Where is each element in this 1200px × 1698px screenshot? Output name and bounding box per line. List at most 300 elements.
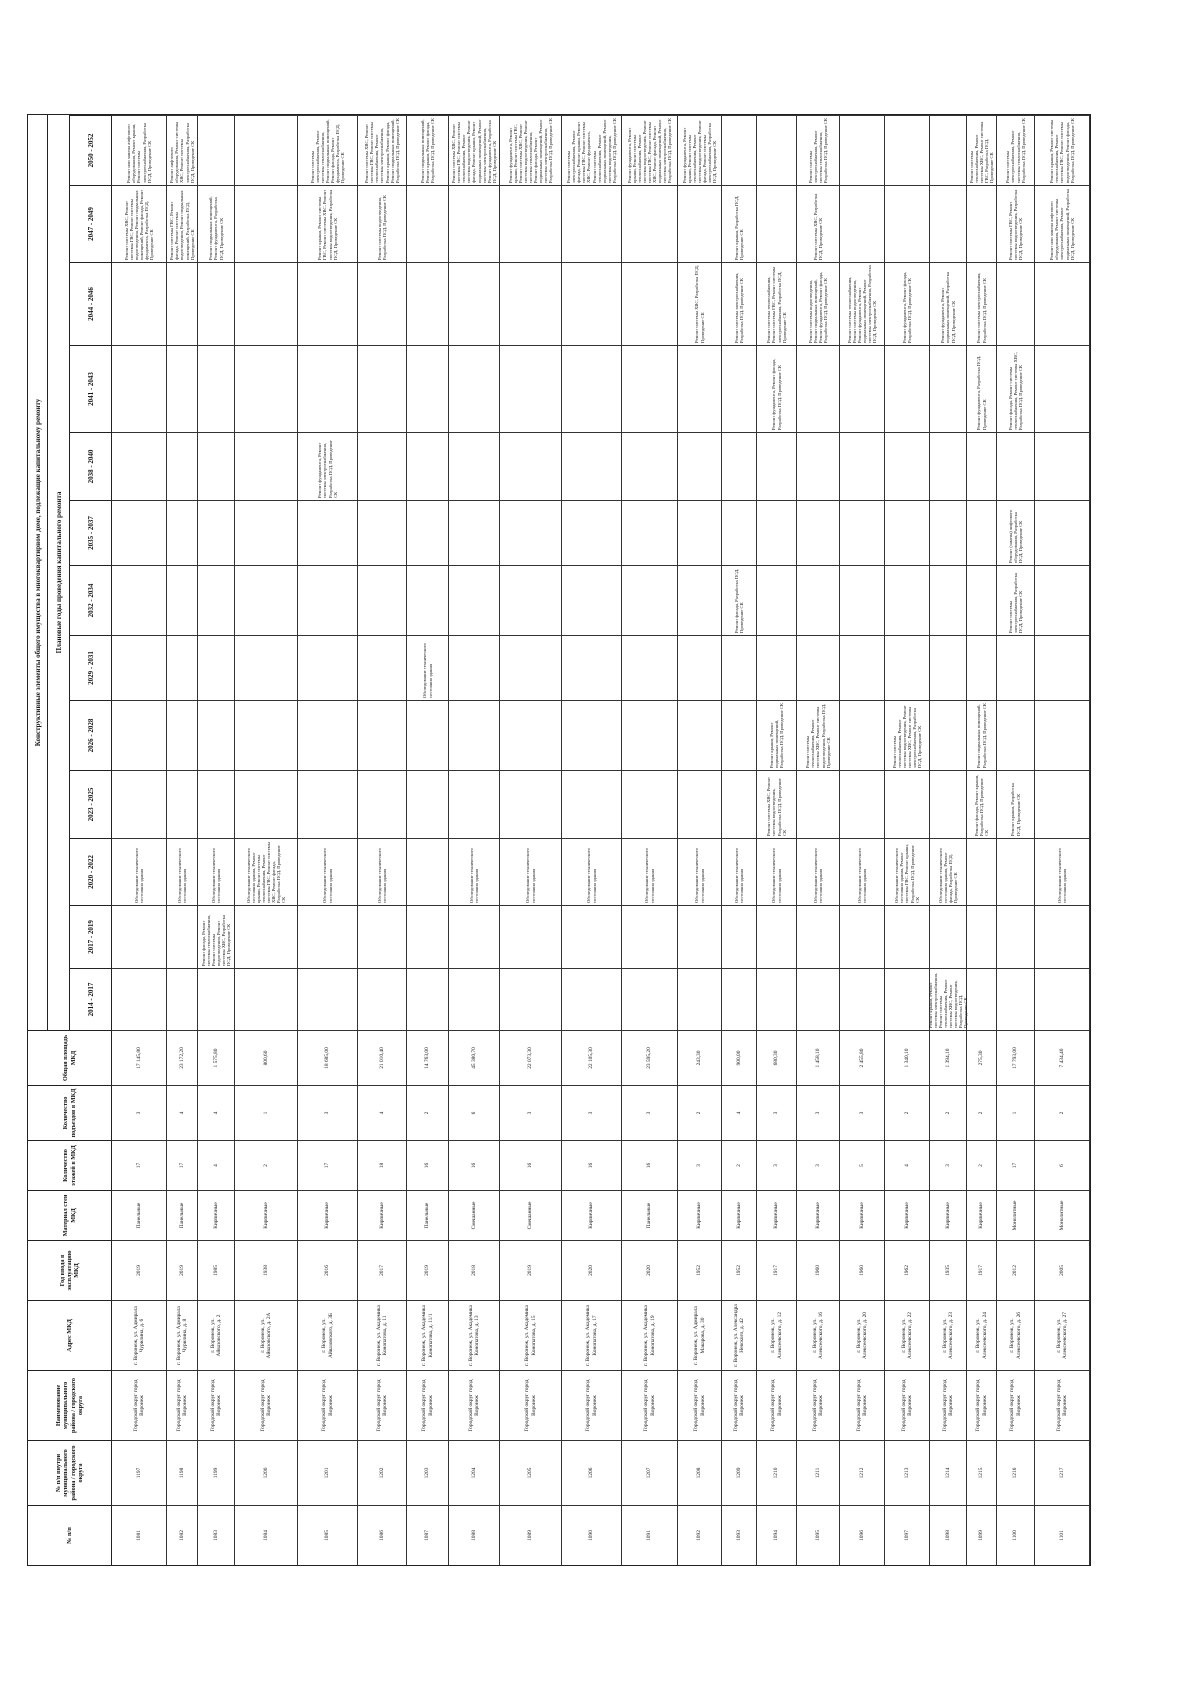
cell-num: 1092: [678, 1505, 722, 1565]
cell-works: [198, 770, 235, 838]
cell-works: [622, 262, 678, 345]
cell-works: [198, 115, 235, 185]
cell-works: [967, 432, 997, 500]
table-header: [28, 115, 112, 1565]
cell-works: Ремонт подвальных помещений, Ремонт фундамента, Разработка ПСД, Проведение СК: [198, 185, 235, 262]
cell-num: 1093: [722, 1505, 757, 1565]
cell-works: [840, 905, 885, 968]
cell-works: [885, 635, 930, 700]
cell-area: 7 434,40: [1035, 1030, 1090, 1085]
cell-material: Кирпичные: [198, 1190, 235, 1240]
cell-works: [622, 905, 678, 968]
header-entrances: Количество подъездов в МКД: [28, 1085, 112, 1140]
cell-works: [500, 770, 562, 838]
cell-floors: 6: [1035, 1140, 1090, 1190]
cell-works: [562, 500, 622, 565]
cell-works: Ремонт крыши, Ремонт системы электроснабжения, Ремонт системы теплоснабжения, Ремонт системы ХВС, Ремонт системы водоотведения, Разработка ПСД, Проведение СК: [930, 968, 967, 1030]
cell-works: Обследование технического состояния здания: [112, 838, 167, 905]
cell-works: Ремонт системы теплоснабжения, Ремонт системы водоотведения, Ремонт фундамента, Ремонт подвальных помещений, Ремонт системы электроснабжения, Разработка ПСД, Проведение СК: [840, 262, 885, 345]
cell-works: [967, 968, 997, 1030]
cell-works: [235, 905, 298, 968]
cell-num-inner: 1211: [797, 1440, 840, 1505]
cell-works: [967, 635, 997, 700]
cell-floors: 16: [407, 1140, 449, 1190]
cell-works: [198, 968, 235, 1030]
cell-works: [298, 968, 358, 1030]
cell-works: [562, 345, 622, 432]
cell-area: 22 073,30: [500, 1030, 562, 1085]
cell-works: [112, 262, 167, 345]
cell-material: Кирпичные: [678, 1190, 722, 1240]
cell-works: [167, 432, 198, 500]
cell-works: Обследование технического состояния здания: [1035, 838, 1090, 905]
cell-works: [885, 345, 930, 432]
cell-works: Ремонт лифтового оборудования, Ремонт системы ХВС, Ремонт системы электроснабжения, Разработка ПСД, Проведение СК: [167, 115, 198, 185]
cell-works: [500, 500, 562, 565]
cell-municipality: Городской округ город Воронеж: [997, 1370, 1035, 1440]
cell-works: [930, 432, 967, 500]
cell-works: [840, 500, 885, 565]
cell-floors: 16: [500, 1140, 562, 1190]
cell-year: 2019: [167, 1240, 198, 1300]
cell-area: 18 685,00: [298, 1030, 358, 1085]
cell-num-inner: 1213: [885, 1440, 930, 1505]
cell-area: 17 793,00: [997, 1030, 1035, 1085]
cell-works: [930, 345, 967, 432]
cell-municipality: Городской округ город Воронеж: [562, 1370, 622, 1440]
cell-num: 1101: [1035, 1505, 1090, 1565]
cell-num: 1095: [797, 1505, 840, 1565]
cell-works: Ремонт системы электроснабжения, Ремонт фасада, Ремонт крыши, Ремонт системы ГВС, Ремонт системы ХВС, Ремонт фундамента, Ремонт системы теплоснабжения, Ремонт подвальных помещений, Ремонт системы водоотведения, Разработка ПСД, Проведение СК: [562, 115, 622, 185]
cell-works: [407, 905, 449, 968]
cell-year: 1962: [885, 1240, 930, 1300]
table-row: [167, 115, 198, 1565]
cell-works: [500, 262, 562, 345]
cell-area: 2 455,80: [840, 1030, 885, 1085]
cell-works: Ремонт системы ХВС, Ремонт системы ГВС, Ремонт системы водоотведения, Ремонт подвальных помещений, Ремонт фасада, Ремонт фундамента, Разработка ПСД, Проведение СК: [112, 185, 167, 262]
cell-address: г. Воронеж, ул. Адмирала Чурилина, д. 6: [112, 1300, 167, 1370]
cell-works: [722, 115, 757, 185]
cell-works: Обследование технического состояния здания, Ремонт крыши, Ремонт системы теплоснабжения, Ремонт системы ГВС, Ремонт системы ХВС, Ремонт фасада, Разработка ПСД, Проведение СК: [235, 838, 298, 905]
cell-municipality: Городской округ город Воронеж: [449, 1370, 500, 1440]
cell-works: [358, 500, 407, 565]
cell-works: Обследование технического состояния здания: [407, 635, 449, 700]
cell-entrances: 3: [622, 1085, 678, 1140]
cell-works: [449, 565, 500, 635]
cell-works: [885, 185, 930, 262]
header-period: 2029 - 2031: [70, 635, 112, 700]
cell-area: 680,30: [757, 1030, 797, 1085]
cell-works: Ремонт фундамента, Ремонт подвальных помещений, Разработка ПСД, Проведение СК: [930, 262, 967, 345]
cell-works: [449, 345, 500, 432]
cell-works: Ремонт фундамента, Ремонт крыши, Ремонт системы ГВС, Ремонт системы ХВС, Ремонт системы водоотведения, Ремонт системы теплоснабжения, Ремонт фасада, Ремонт подвальных помещений, Ремонт системы электроснабжения, Разработка ПСД, Проведение СК: [500, 115, 562, 185]
cell-works: [358, 432, 407, 500]
cell-works: [678, 185, 722, 262]
cell-year: 1960: [840, 1240, 885, 1300]
cell-year: 1917: [757, 1240, 797, 1300]
cell-address: г. Воронеж, ул. Алексеевского, д. 20: [840, 1300, 885, 1370]
cell-works: [358, 968, 407, 1030]
header-period: 2026 - 2028: [70, 700, 112, 770]
cell-year: 1952: [722, 1240, 757, 1300]
cell-address: г. Воронеж, ул. Академика Конопатова, д. 15: [500, 1300, 562, 1370]
cell-entrances: 2: [930, 1085, 967, 1140]
cell-works: [840, 565, 885, 635]
cell-works: [235, 635, 298, 700]
cell-material: Кирпичные: [757, 1190, 797, 1240]
cell-entrances: 2: [967, 1085, 997, 1140]
cell-year: 1938: [235, 1240, 298, 1300]
cell-works: [678, 635, 722, 700]
cell-year: 2020: [562, 1240, 622, 1300]
cell-works: [407, 770, 449, 838]
cell-works: [562, 770, 622, 838]
cell-works: [997, 262, 1035, 345]
cell-works: [167, 565, 198, 635]
cell-works: [967, 500, 997, 565]
cell-works: [500, 432, 562, 500]
cell-works: [167, 770, 198, 838]
cell-municipality: Городской округ город Воронеж: [500, 1370, 562, 1440]
cell-works: [298, 700, 358, 770]
cell-works: [407, 838, 449, 905]
table-row: [622, 115, 678, 1565]
cell-works: Ремонт (замена) лифтового оборудования, Разработка ПСД, Проведение СК: [997, 500, 1035, 565]
cell-entrances: 3: [562, 1085, 622, 1140]
cell-floors: 16: [622, 1140, 678, 1190]
cell-works: Обследование технического состояния здания: [722, 838, 757, 905]
cell-works: [407, 500, 449, 565]
table-row: [562, 115, 622, 1565]
cell-works: [358, 905, 407, 968]
cell-year: 2012: [997, 1240, 1035, 1300]
cell-works: [967, 565, 997, 635]
cell-works: [1035, 700, 1090, 770]
cell-address: г. Воронеж, ул. Алексеевского, д. 23: [930, 1300, 967, 1370]
cell-num-inner: 1212: [840, 1440, 885, 1505]
cell-entrances: 3: [840, 1085, 885, 1140]
cell-num-inner: 1201: [298, 1440, 358, 1505]
cell-works: [112, 905, 167, 968]
cell-works: [678, 968, 722, 1030]
cell-address: г. Воронеж, ул. Академика Конопатова, д. 11/1: [407, 1300, 449, 1370]
cell-works: [1035, 432, 1090, 500]
cell-address: г. Воронеж, ул. Алексеевского, д. 24: [967, 1300, 997, 1370]
cell-works: [449, 635, 500, 700]
cell-works: Ремонт крыши, Разработка ПСД, Проведение СК: [997, 770, 1035, 838]
cell-address: г. Воронеж, ул. Академика Конопатова, д. 19: [622, 1300, 678, 1370]
cell-works: [112, 635, 167, 700]
table-row: [722, 115, 757, 1565]
cell-works: [449, 432, 500, 500]
cell-works: [678, 565, 722, 635]
cell-works: [967, 838, 997, 905]
cell-works: [622, 185, 678, 262]
cell-year: 2020: [622, 1240, 678, 1300]
cell-municipality: Городской округ город Воронеж: [167, 1370, 198, 1440]
cell-works: [235, 185, 298, 262]
cell-year: 1917: [967, 1240, 997, 1300]
cell-works: Ремонт фасада, Ремонт системы теплоснабжения, Ремонт системы водоотведения, Ремонт системы ХВС, Разработка ПСД, Проведение СК: [198, 905, 235, 968]
cell-works: Обследование технического состояния здания: [198, 838, 235, 905]
cell-works: [235, 262, 298, 345]
cell-works: [167, 905, 198, 968]
cell-address: г. Воронеж, ул. Алексеевского, д. 27: [1035, 1300, 1090, 1370]
cell-num-inner: 1202: [358, 1440, 407, 1505]
cell-address: г. Воронеж, ул. Адмирала Чурилина, д. 8: [167, 1300, 198, 1370]
cell-works: [997, 968, 1035, 1030]
cell-num: 1084: [235, 1505, 298, 1565]
cell-area: 14 763,00: [407, 1030, 449, 1085]
cell-works: [997, 838, 1035, 905]
cell-works: Ремонт или замена лифтового оборудования, Ремонт системы электроснабжения, Ремонт подвальных помещений, Разработка ПСД, Проведение СК: [1035, 185, 1090, 262]
cell-works: [235, 700, 298, 770]
cell-works: [797, 565, 840, 635]
cell-floors: 4: [885, 1140, 930, 1190]
cell-works: [235, 968, 298, 1030]
cell-works: [797, 968, 840, 1030]
cell-works: Обследование технического состояния здания, Ремонт системы ГВС, Ремонт крыши, Разработка ПСД, Проведение СК: [885, 838, 930, 905]
cell-floors: 2: [235, 1140, 298, 1190]
cell-works: [112, 770, 167, 838]
cell-year: 1952: [678, 1240, 722, 1300]
capital-repair-table: [28, 115, 1090, 1565]
cell-material: Кирпичные: [930, 1190, 967, 1240]
cell-works: [885, 432, 930, 500]
cell-works: Ремонт фундамента, Ремонт фасада, Разработка ПСД, Проведение СК: [757, 345, 797, 432]
header-period: 2044 - 2046: [70, 262, 112, 345]
cell-works: [840, 432, 885, 500]
cell-floors: 3: [678, 1140, 722, 1190]
cell-works: [198, 565, 235, 635]
header-num: № п/п: [28, 1505, 112, 1565]
cell-num-inner: 1209: [722, 1440, 757, 1505]
cell-works: Обследование технического состояния здания: [562, 838, 622, 905]
cell-num-inner: 1210: [757, 1440, 797, 1505]
cell-area: 45 380,70: [449, 1030, 500, 1085]
header-floors: Количество этажей в МКД: [28, 1140, 112, 1190]
cell-works: [840, 115, 885, 185]
cell-address: г. Воронеж, ул. Академика Конопатова, д. 13: [449, 1300, 500, 1370]
header-period: 2032 - 2034: [70, 565, 112, 635]
cell-num: 1085: [298, 1505, 358, 1565]
cell-num-inner: 1214: [930, 1440, 967, 1505]
cell-floors: 2: [967, 1140, 997, 1190]
cell-address: г. Воронеж, ул. Айвазовского, д. 3Б: [298, 1300, 358, 1370]
cell-works: [757, 500, 797, 565]
cell-municipality: Городской округ город Воронеж: [797, 1370, 840, 1440]
cell-works: [885, 115, 930, 185]
cell-address: г. Воронеж, ул. Александра Невского, д. 42: [722, 1300, 757, 1370]
cell-works: [722, 968, 757, 1030]
cell-num-inner: 1197: [112, 1440, 167, 1505]
cell-works: Ремонт системы электроснабжения, Ремонт системы теплоснабжения, Ремонт подвальных помещений, Ремонт фасада, Ремонт фундамента, Разработка ПСД, Проведение СК: [298, 115, 358, 185]
cell-works: [1035, 968, 1090, 1030]
cell-works: [622, 700, 678, 770]
cell-works: [235, 500, 298, 565]
cell-works: [885, 565, 930, 635]
table-row: [885, 115, 930, 1565]
header-periods: [28, 115, 112, 1030]
cell-entrances: 4: [198, 1085, 235, 1140]
table-row: [449, 115, 500, 1565]
cell-works: [358, 262, 407, 345]
cell-works: Ремонт крыши, Ремонт подвальных помещений, Разработка ПСД, Проведение СК: [757, 700, 797, 770]
cell-num: 1090: [562, 1505, 622, 1565]
cell-num: 1097: [885, 1505, 930, 1565]
cell-works: [622, 500, 678, 565]
cell-works: [1035, 262, 1090, 345]
table-row: [358, 115, 407, 1565]
cell-material: Кирпичные: [235, 1190, 298, 1240]
cell-works: [562, 635, 622, 700]
cell-works: [930, 635, 967, 700]
cell-works: Ремонт системы ГВС, Ремонт системы водоотведения, Разработка ПСД, Проведение СК: [997, 185, 1035, 262]
cell-works: Ремонт системы водоотведения, Ремонт подвальных помещений, Ремонт фундамента, Ремонт фасада, Разработка ПСД, Проведение СК: [797, 262, 840, 345]
cell-num: 1099: [967, 1505, 997, 1565]
cell-works: [449, 700, 500, 770]
header-period: 2014 - 2017: [70, 968, 112, 1030]
cell-num: 1087: [407, 1505, 449, 1565]
cell-works: [112, 565, 167, 635]
cell-entrances: 4: [722, 1085, 757, 1140]
cell-works: [678, 700, 722, 770]
cell-num-inner: 1208: [678, 1440, 722, 1505]
cell-works: [235, 565, 298, 635]
header-period: 2047 - 2049: [70, 185, 112, 262]
cell-municipality: Городской округ город Воронеж: [358, 1370, 407, 1440]
cell-floors: 17: [112, 1140, 167, 1190]
cell-works: [562, 700, 622, 770]
cell-works: [885, 500, 930, 565]
cell-works: [678, 500, 722, 565]
cell-works: [500, 905, 562, 968]
cell-works: [1035, 770, 1090, 838]
cell-works: Ремонт крыши, Ремонт системы теплоснабжения, Ремонт системы ГВС, Ремонт системы водоотведения, Ремонт фасада, Разработка ПСД, Проведение СК: [1035, 115, 1090, 185]
cell-works: [167, 635, 198, 700]
cell-works: [167, 968, 198, 1030]
cell-works: [1035, 345, 1090, 432]
cell-year: 2016: [298, 1240, 358, 1300]
table-row: [967, 115, 997, 1565]
cell-num: 1096: [840, 1505, 885, 1565]
cell-floors: 18: [358, 1140, 407, 1190]
cell-material: Кирпичные: [358, 1190, 407, 1240]
cell-works: Ремонт системы электроснабжения, Ремонт системы теплоснабжения, Разработка ПСД, Проведение СК: [997, 115, 1035, 185]
cell-year: 2017: [358, 1240, 407, 1300]
cell-works: Ремонт фундамента, Ремонт крыши, Ремонт системы теплоснабжения, Ремонт системы водоотведения, Ремонт системы ГВС, Ремонт системы ХВС, Ремонт фасада, Ремонт подвальных помещений, Ремонт системы электроснабжения, Разработка ПСД, Проведение СК: [622, 115, 678, 185]
cell-address: г. Воронеж, ул. Академика Конопатова, д. 17: [562, 1300, 622, 1370]
cell-works: Ремонт системы ХВС, Ремонт системы ГВС, Ремонт системы теплоснабжения, Ремонт системы электроснабжения, Ремонт крыши, Ремонт фасада, Ремонт подвальных помещений, Разработка ПСД, Проведение СК: [358, 115, 407, 185]
cell-works: [167, 262, 198, 345]
cell-works: Ремонт фасада, Ремонт крыши, Разработка ПСД, Проведение СК: [967, 770, 997, 838]
cell-works: [840, 345, 885, 432]
cell-works: [112, 500, 167, 565]
cell-works: [885, 968, 930, 1030]
cell-works: Ремонт системы ХВС, Разработка ПСД, Проведение СК: [797, 185, 840, 262]
cell-works: Обследование технического состояния здания: [358, 838, 407, 905]
cell-num: 1081: [112, 1505, 167, 1565]
cell-num: 1091: [622, 1505, 678, 1565]
cell-num-inner: 1207: [622, 1440, 678, 1505]
cell-municipality: Городской округ город Воронеж: [757, 1370, 797, 1440]
cell-municipality: Городской округ город Воронеж: [930, 1370, 967, 1440]
cell-works: [407, 565, 449, 635]
cell-works: [235, 345, 298, 432]
table-row: [797, 115, 840, 1565]
cell-address: г. Воронеж, ул. Алексеевского, д. 26: [997, 1300, 1035, 1370]
cell-address: г. Воронеж, ул. Алексеевского, д. 16: [797, 1300, 840, 1370]
cell-works: [112, 968, 167, 1030]
cell-municipality: Городской округ город Воронеж: [622, 1370, 678, 1440]
cell-works: Ремонт фундамента, Ремонт фасада, Разработка ПСД, Проведение СК: [885, 262, 930, 345]
cell-municipality: Городской округ город Воронеж: [407, 1370, 449, 1440]
cell-address: г. Воронеж, ул. Адмирала Макарова, д. 30: [678, 1300, 722, 1370]
cell-num: 1086: [358, 1505, 407, 1565]
cell-works: Ремонт системы теплоснабжения, Ремонт системы ГВС, Ремонт системы электроснабжения, Разработка ПСД, Проведение СК: [757, 262, 797, 345]
cell-works: [112, 345, 167, 432]
cell-works: [112, 700, 167, 770]
cell-material: Панельные: [622, 1190, 678, 1240]
table-row: [757, 115, 797, 1565]
cell-material: Панельные: [407, 1190, 449, 1240]
cell-area: 275,30: [967, 1030, 997, 1085]
cell-area: 23 172,20: [167, 1030, 198, 1085]
cell-works: [722, 635, 757, 700]
cell-entrances: 6: [449, 1085, 500, 1140]
cell-works: Ремонт системы водоотведения, Разработка ПСД, Проведение СК: [358, 185, 407, 262]
cell-works: [407, 345, 449, 432]
table-row: [678, 115, 722, 1565]
cell-works: [198, 700, 235, 770]
cell-works: [358, 565, 407, 635]
cell-entrances: 3: [298, 1085, 358, 1140]
cell-area: 17 145,80: [112, 1030, 167, 1085]
cell-works: [298, 262, 358, 345]
cell-works: [678, 905, 722, 968]
cell-works: Обследование технического состояния здания: [298, 838, 358, 905]
cell-num: 1089: [500, 1505, 562, 1565]
cell-area: 22 105,30: [562, 1030, 622, 1085]
cell-works: [500, 968, 562, 1030]
cell-works: Обследование технического состояния здания: [167, 838, 198, 905]
header-year: Год ввода в эксплуатацию МКД: [28, 1240, 112, 1300]
cell-material: Кирпичные: [722, 1190, 757, 1240]
cell-works: Ремонт системы теплоснабжения, Ремонт системы ХВС, Ремонт системы ГВС, Разработка ПСД, Проведение СК: [967, 115, 997, 185]
cell-works: [722, 770, 757, 838]
cell-works: Ремонт фундамента, Ремонт системы электроснабжения, Разработка ПСД, Проведение СК: [298, 432, 358, 500]
cell-num-inner: 1198: [167, 1440, 198, 1505]
cell-works: [407, 968, 449, 1030]
cell-num-inner: 1216: [997, 1440, 1035, 1505]
cell-entrances: 3: [112, 1085, 167, 1140]
cell-municipality: Городской округ город Воронеж: [840, 1370, 885, 1440]
cell-works: [407, 432, 449, 500]
table-row: [997, 115, 1035, 1565]
cell-material: Монолитные: [1035, 1190, 1090, 1240]
cell-works: [449, 500, 500, 565]
cell-year: 2019: [112, 1240, 167, 1300]
cell-works: [678, 345, 722, 432]
cell-entrances: 2: [1035, 1085, 1090, 1140]
cell-works: [757, 905, 797, 968]
cell-works: [449, 968, 500, 1030]
header-address: Адрес МКД: [28, 1300, 112, 1370]
cell-works: [235, 115, 298, 185]
cell-material: Кирпичные: [967, 1190, 997, 1240]
cell-works: [198, 262, 235, 345]
cell-entrances: 3: [757, 1085, 797, 1140]
